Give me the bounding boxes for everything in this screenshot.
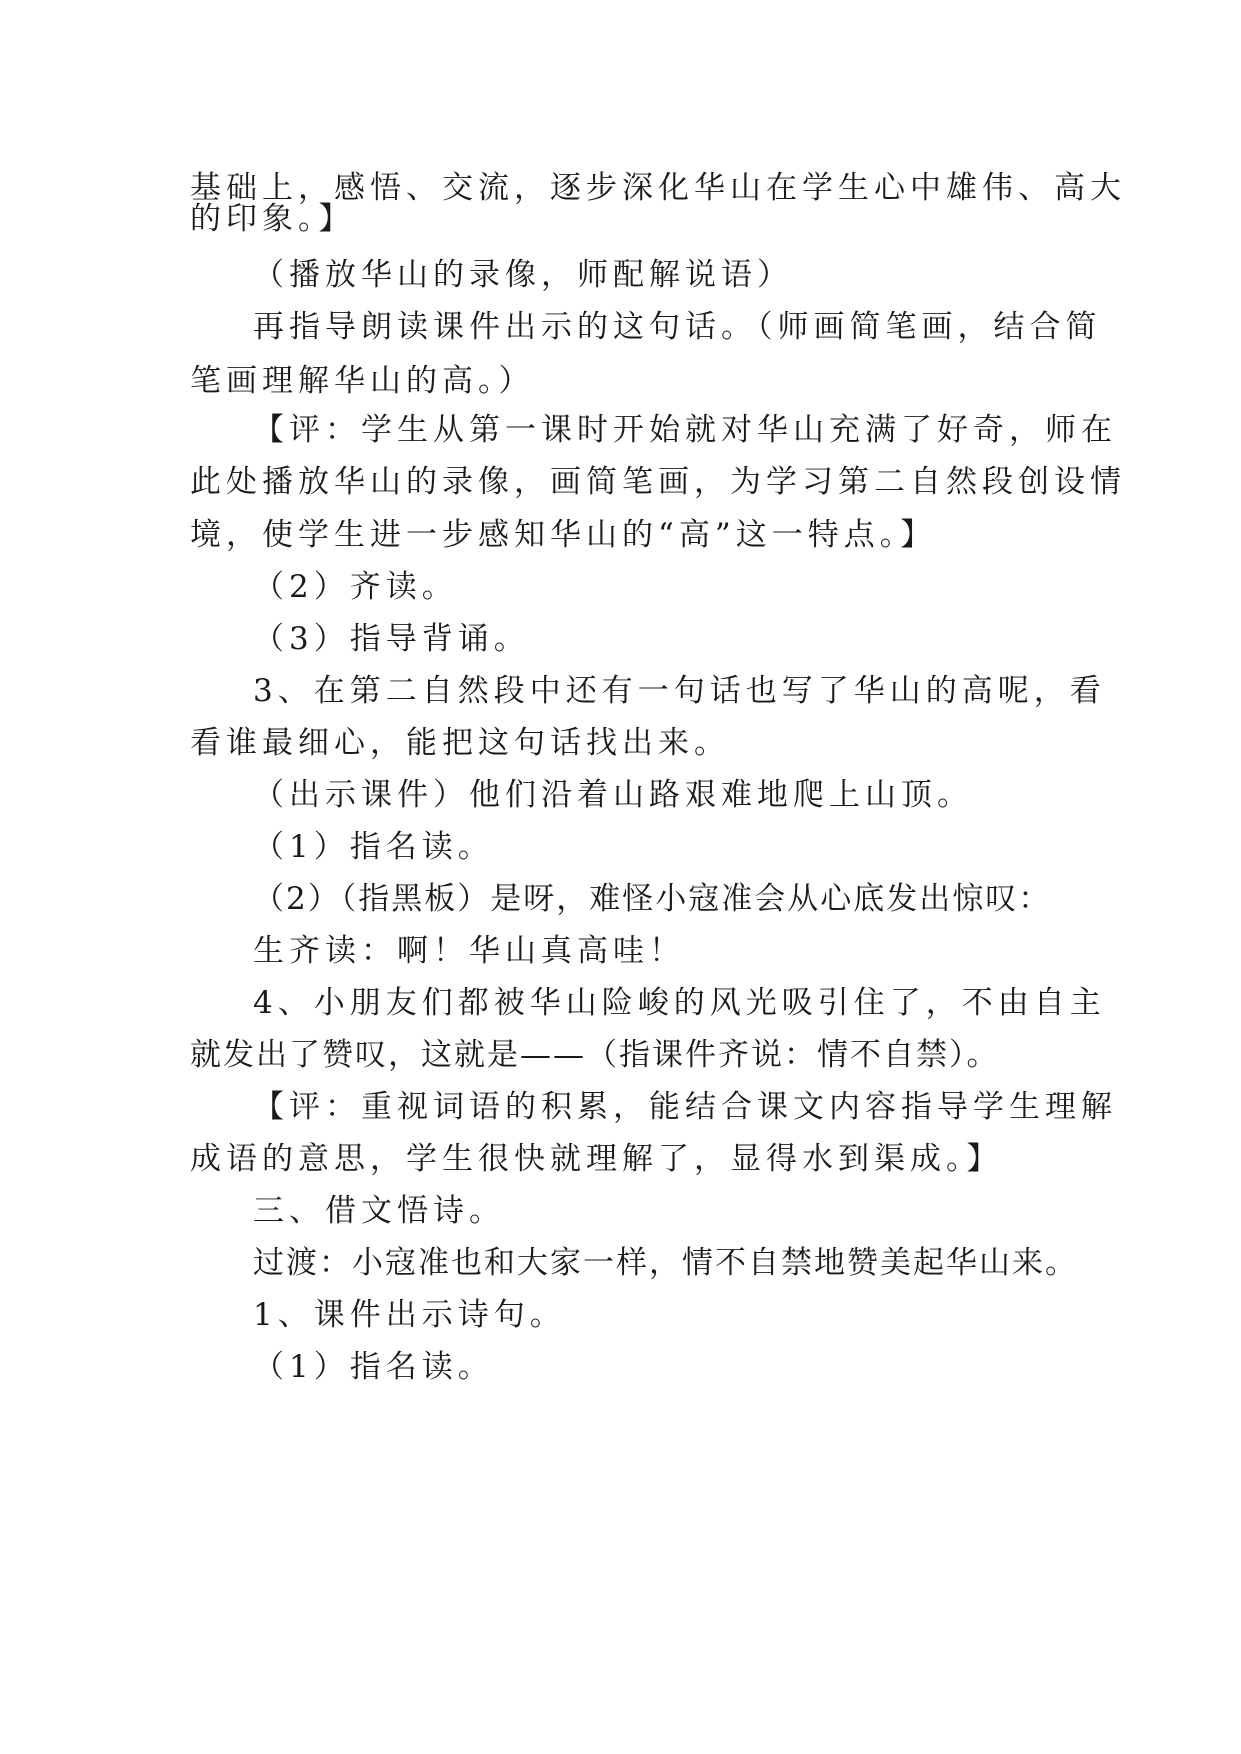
text-line: 境，使学生进一步感知华山的“高”这一特点。】 [190,517,937,553]
text-line: （播放华山的录像，师配解说语） [253,257,793,293]
text-line: （2）（指黑板）是呀，难怪小寇准会从心底发出惊叹： [253,881,1052,917]
text-line: 4、小朋友们都被华山险峻的风光吸引住了，不由自主 [253,985,1106,1021]
text-line: （3）指导背诵。 [253,621,530,657]
text-line: 笔画理解华山的高。） [190,363,535,399]
text-line: 1、课件出示诗句。 [253,1297,566,1333]
text-line: （1）指名读。 [253,829,494,865]
text-line: 看谁最细心，能把这句话找出来。 [190,725,730,761]
text-line: 就发出了赞叹，这就是——（指课件齐说：情不自禁）。 [190,1037,1000,1073]
text-line: 生齐读：啊！华山真高哇！ [253,933,685,969]
text-line: 基础上，感悟、交流，逐步深化华山在学生心中雄伟、高大 [190,170,1126,206]
text-line: 成语的意思，学生很快就理解了，显得水到渠成。】 [190,1141,1003,1177]
text-line: 再指导朗读课件出示的这句话。（师画简笔画，结合简 [253,309,1102,345]
text-line: 【评：重视词语的积累，能结合课文内容指导学生理解 [253,1089,1117,1125]
text-line: （1）指名读。 [253,1349,494,1385]
text-line: 此处播放华山的录像，画简笔画，为学习第二自然段创设情 [190,464,1126,500]
text-line: 【评：学生从第一课时开始就对华山充满了好奇，师在 [253,412,1117,448]
text-line: （出示课件）他们沿着山路艰难地爬上山顶。 [253,777,973,813]
text-line: 三、借文悟诗。 [253,1193,505,1229]
text-line: 的印象。】 [190,201,355,237]
text-line: 过渡：小寇准也和大家一样，情不自禁地赞美起华山来。 [253,1245,1078,1281]
text-line: （2）齐读。 [253,569,458,605]
text-line: 3、在第二自然段中还有一句话也写了华山的高呢，看 [253,673,1106,709]
